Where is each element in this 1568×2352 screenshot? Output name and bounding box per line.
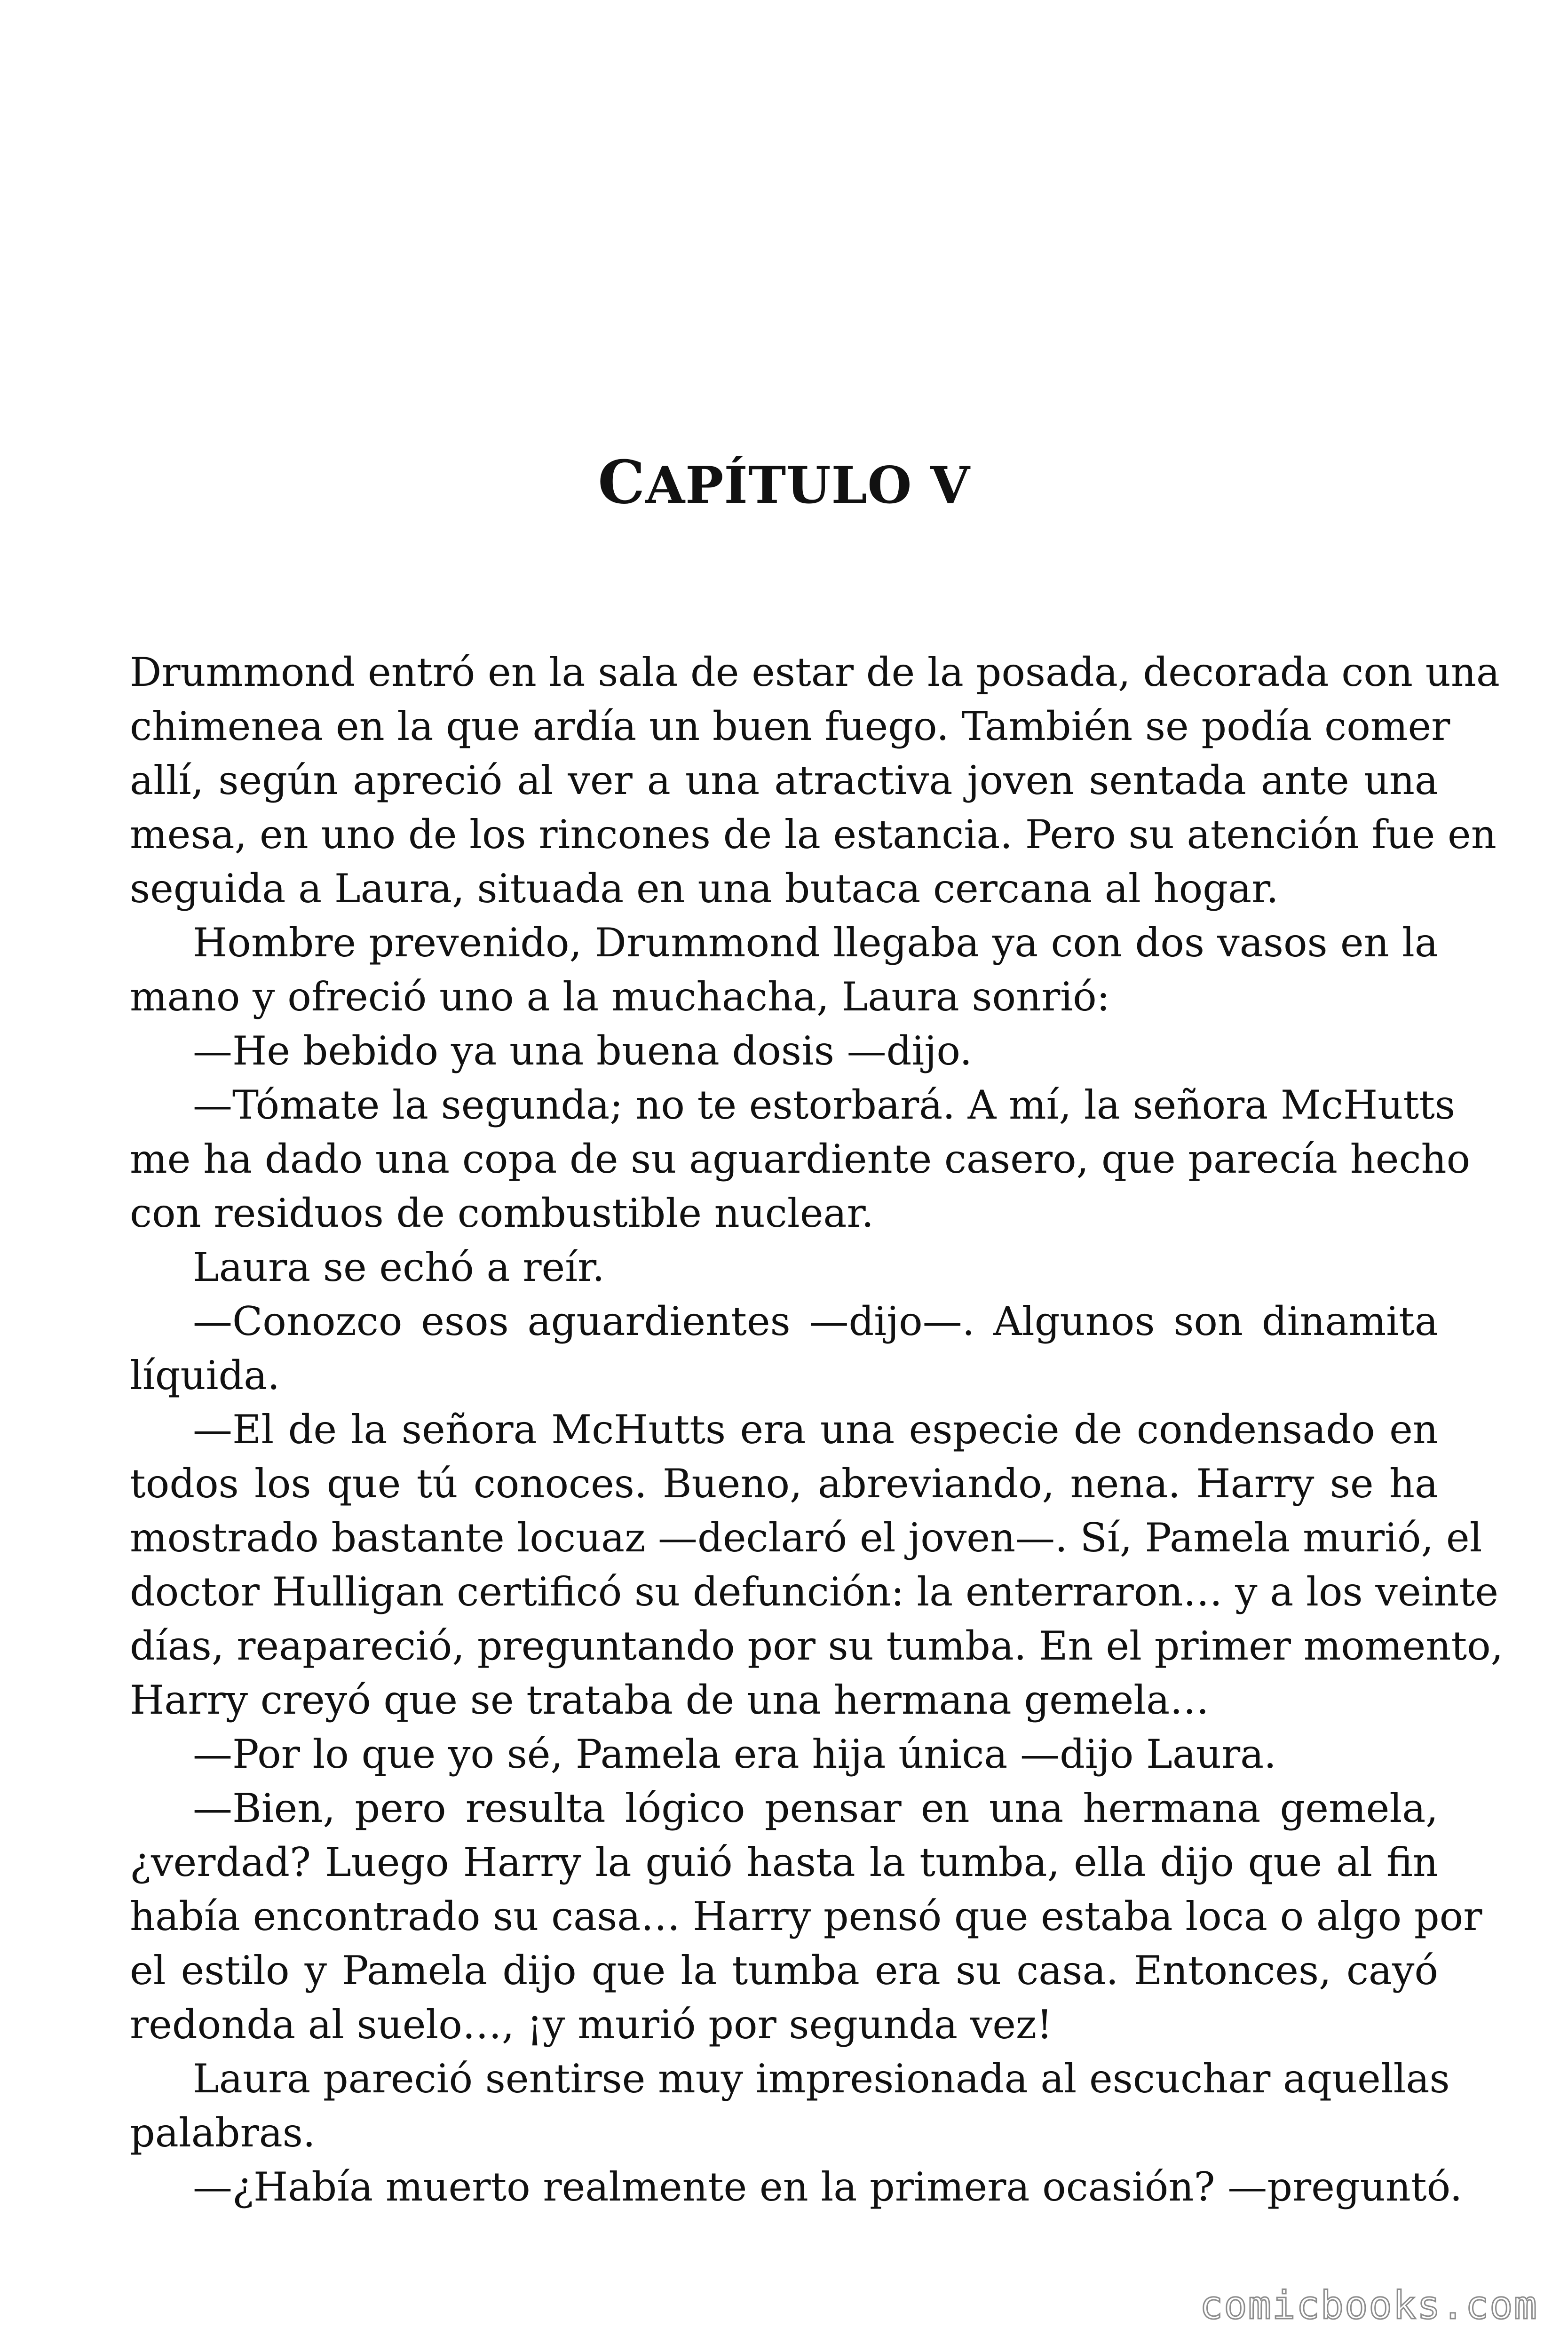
text-line: mostrado bastante locuaz —declaró el joven—. Sí, Pamela murió, el bbox=[130, 1515, 1482, 1561]
chapter-title bbox=[0, 449, 1568, 518]
text-line: seguida a Laura, situada en una butaca cercana al hogar. bbox=[130, 866, 1279, 912]
text-line: con residuos de combustible nuclear. bbox=[130, 1190, 874, 1236]
text-line: días, reapareció, preguntando por su tumba. En el primer momento, bbox=[130, 1623, 1504, 1669]
text-line: Hombre prevenido, Drummond llegaba ya con dos vasos en la bbox=[193, 920, 1438, 966]
text-line: doctor Hulligan certificó su defunción: la enterraron… y a los veinte bbox=[130, 1569, 1498, 1615]
text-line: —Conozco esos aguardientes —dijo—. Algunos son dinamita bbox=[193, 1298, 1438, 1344]
text-line: ¿verdad? Luego Harry la guió hasta la tumba, ella dijo que al fin bbox=[130, 1839, 1438, 1885]
chapter-title-initial: C bbox=[598, 447, 646, 517]
text-line: —¿Había muerto realmente en la primera ocasión? —preguntó. bbox=[193, 2164, 1463, 2210]
text-line: —He bebido ya una buena dosis —dijo. bbox=[193, 1028, 973, 1074]
watermark: comicbooks.com bbox=[1199, 2283, 1538, 2328]
text-line: Laura se echó a reír. bbox=[193, 1244, 605, 1290]
text-line: mano y ofreció uno a la muchacha, Laura sonrió: bbox=[130, 974, 1110, 1020]
text-line: allí, según apreció al ver a una atractiva joven sentada ante una bbox=[130, 757, 1438, 803]
text-line: redonda al suelo…, ¡y murió por segunda vez! bbox=[130, 2002, 1053, 2048]
text-line: había encontrado su casa… Harry pensó que estaba loca o algo por bbox=[130, 1893, 1482, 1939]
chapter-body-text bbox=[130, 645, 1504, 2214]
text-line: me ha dado una copa de su aguardiente casero, que parecía hecho bbox=[130, 1136, 1471, 1182]
text-line: Drummond entró en la sala de estar de la posada, decorada con una bbox=[130, 649, 1500, 695]
text-line: —El de la señora McHutts era una especie de condensado en bbox=[193, 1406, 1438, 1453]
text-line: todos los que tú conoces. Bueno, abreviando, nena. Harry se ha bbox=[130, 1461, 1438, 1507]
text-line: palabras. bbox=[130, 2110, 316, 2156]
chapter-title-rest: APÍTULO V bbox=[645, 456, 970, 515]
text-line: mesa, en uno de los rincones de la estancia. Pero su atención fue en bbox=[130, 811, 1497, 858]
text-line: Harry creyó que se trataba de una hermana gemela… bbox=[130, 1677, 1210, 1723]
text-line: Laura pareció sentirse muy impresionada al escuchar aquellas bbox=[193, 2056, 1450, 2102]
text-line: —Tómate la segunda; no te estorbará. A mí, la señora McHutts bbox=[193, 1082, 1455, 1128]
text-line: —Por lo que yo sé, Pamela era hija única —dijo Laura. bbox=[193, 1731, 1276, 1777]
text-line: —Bien, pero resulta lógico pensar en una hermana gemela, bbox=[193, 1785, 1438, 1831]
text-line: líquida. bbox=[130, 1352, 280, 1398]
text-line: chimenea en la que ardía un buen fuego. También se podía comer bbox=[130, 703, 1450, 749]
text-line: el estilo y Pamela dijo que la tumba era su casa. Entonces, cayó bbox=[130, 1947, 1438, 1994]
